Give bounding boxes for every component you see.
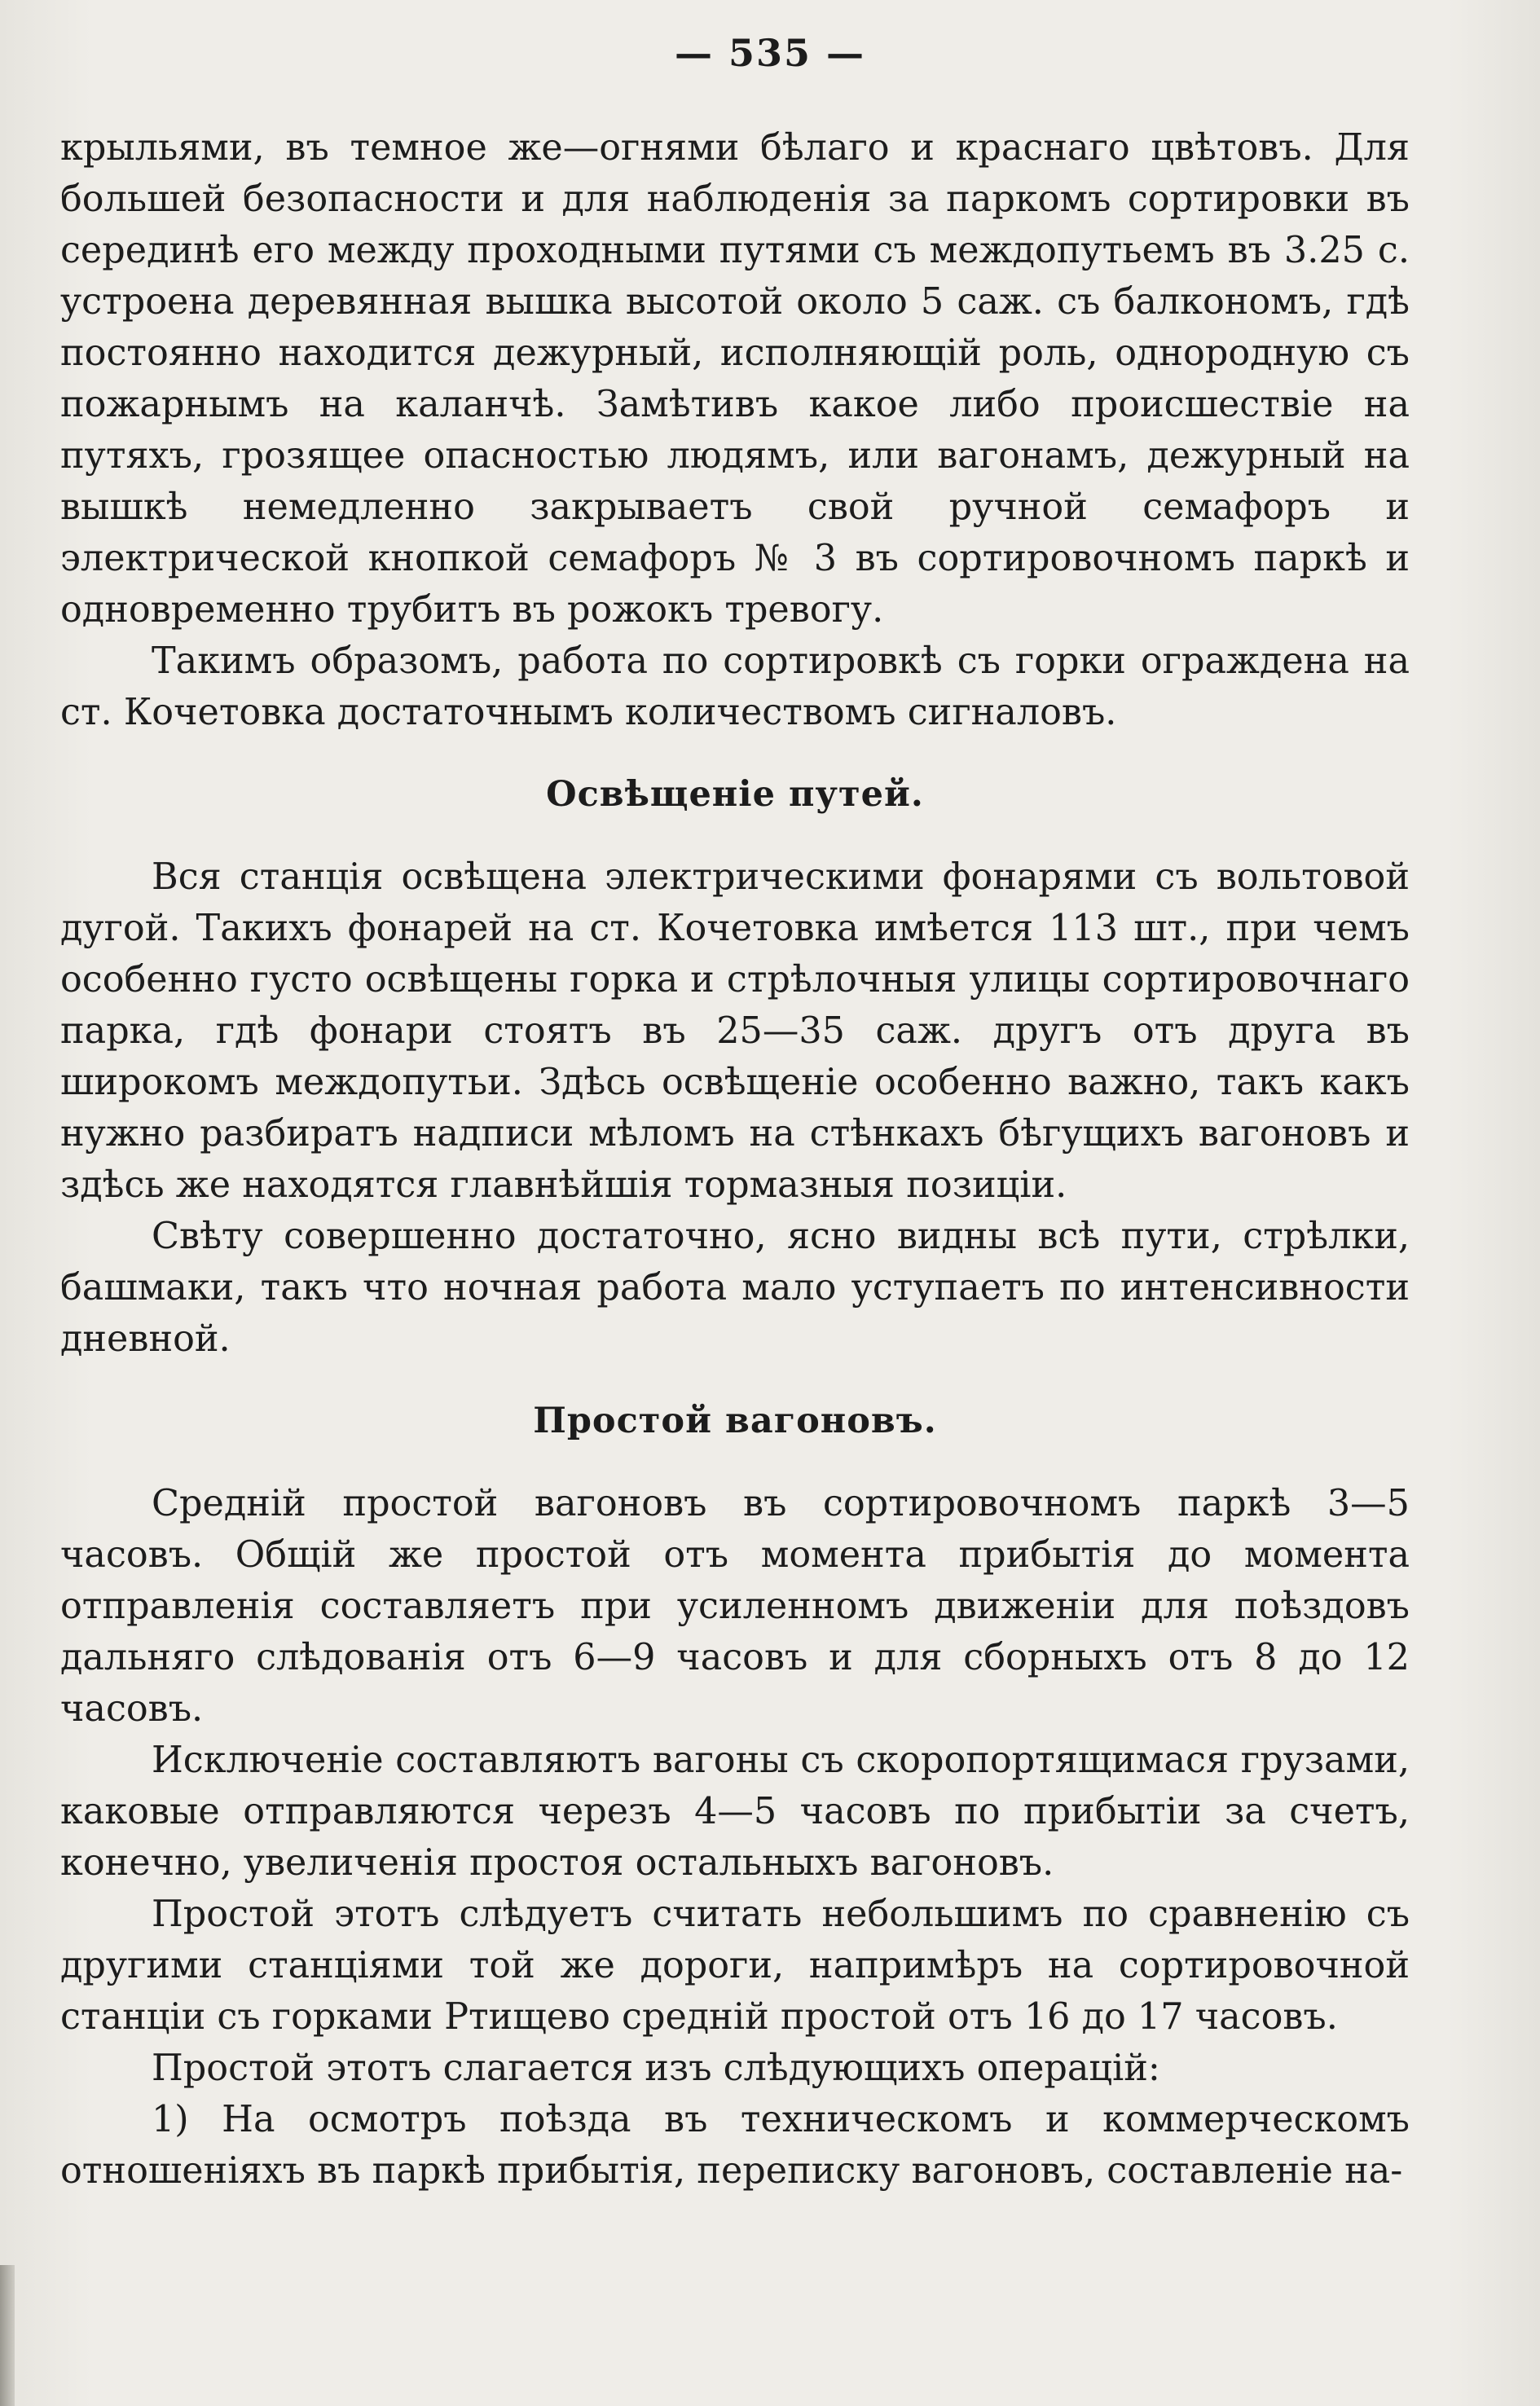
paragraph: Вся станція освѣщена электрическими фонарями съ вольтовой дугой. Такихъ фонарей на ст. Кочетовка имѣется 113 шт., при чемъ особенно густо освѣщены горка и стрѣлочныя улицы сортировочнаго парка, гдѣ фонари стоятъ въ 25—35 саж. другъ отъ друга въ широкомъ междопутьи. Здѣсь освѣщеніе особенно важно, такъ какъ нужно разбиратъ надписи мѣломъ на стѣнкахъ бѣгущихъ вагоновъ и здѣсь же находятся главнѣйшія тормазныя позиціи. bbox=[60, 856, 1410, 1206]
paragraph: Такимъ образомъ, работа по сортировкѣ съ горки ограждена на ст. Кочетовка достаточнымъ количествомъ сигналовъ. bbox=[60, 640, 1410, 733]
paragraph: Средній простой вагоновъ въ сортировочномъ паркѣ 3—5 часовъ. Общій же простой отъ момента прибытія до момента отправленія составляетъ при усиленномъ движеніи для поѣздовъ дальняго слѣдованія отъ 6—9 часовъ и для сборныхъ отъ 8 до 12 часовъ. bbox=[60, 1483, 1410, 1730]
list-item: 1) На осмотръ поѣзда въ техническомъ и коммерческомъ отношеніяхъ въ паркѣ прибытія, переписку вагоновъ, составленіе на- bbox=[60, 2099, 1410, 2192]
page-number: — 535 — bbox=[674, 31, 866, 75]
section-heading-lighting: Освѣщеніе путей. bbox=[546, 774, 924, 815]
paragraph: Исключеніе составляютъ вагоны съ скоропортящимася грузами, каковые отправляются черезъ 4—5 часовъ по прибытіи за счетъ, конечно, увеличенія простоя остальныхъ вагоновъ. bbox=[60, 1740, 1410, 1884]
section-heading-idle: Простой вагоновъ. bbox=[533, 1401, 937, 1441]
paragraph: Простой этотъ слагается изъ слѣдующихъ операцій: bbox=[152, 2048, 1160, 2089]
paragraph: крыльями, въ темное же—огнями бѣлаго и краснаго цвѣтовъ. Для большей безопасности и для наблюденія за паркомъ сортировки въ серединѣ его между проходными путями съ междопутьемъ въ 3.25 с. устроена деревянная вышка высотой около 5 саж. съ балкономъ, гдѣ постоянно находится дежурный, исполняющій роль, однородную съ пожарнымъ на каланчѣ. Замѣтивъ какое либо происшествіе на путяхъ, грозящее опасностью людямъ, или вагонамъ, дежурный на вышкѣ немедленно закрываетъ свой ручной семафоръ и электрической кнопкой семафоръ № 3 въ сортировочномъ паркѣ и одновременно трубитъ въ рожокъ тревогу. bbox=[60, 127, 1410, 631]
page-text bbox=[60, 122, 1410, 2197]
paragraph: Свѣту совершенно достаточно, ясно видны всѣ пути, стрѣлки, башмаки, такъ что ночная работа мало уступаетъ по интенсивности дневной. bbox=[60, 1216, 1410, 1360]
paragraph: Простой этотъ слѣдуетъ считать небольшимъ по сравненію съ другими станціями той же дороги, напримѣръ на сортировочной станціи съ горками Ртищево средній простой отъ 16 до 17 часовъ. bbox=[60, 1894, 1410, 2038]
binding-shadow bbox=[0, 2265, 15, 2406]
